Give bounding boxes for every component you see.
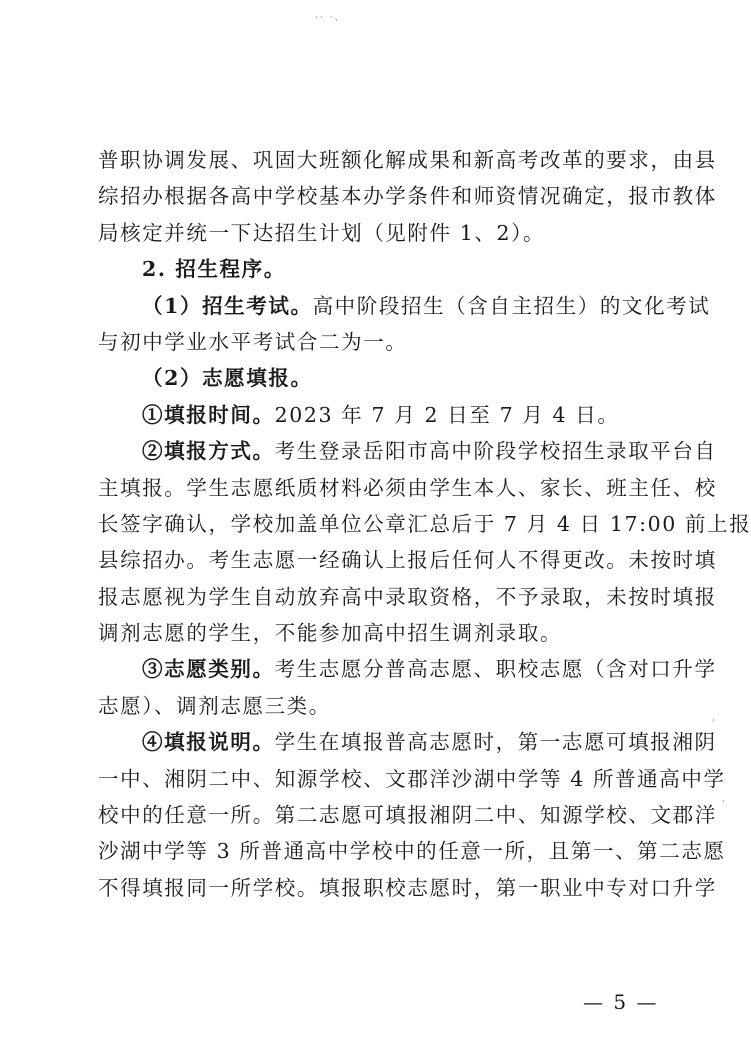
body-text: 报志愿视为学生自动放弃高中录取资格，不予录取，未按时填报 xyxy=(98,584,717,609)
text-line xyxy=(98,761,726,797)
heading-text: （2）志愿填报。 xyxy=(142,366,313,391)
page-number: — 5 — xyxy=(583,990,659,1014)
body-text: 不得填报同一所学校。填报职校志愿时，第一职业中专对口升学 xyxy=(98,875,717,900)
scan-mark: ·· ·、 xyxy=(315,13,346,23)
text-line xyxy=(98,724,717,760)
text-line xyxy=(98,579,717,615)
body-text: 沙湖中学等 3 所普通高中学校中的任意一所，且第一、第二志愿 xyxy=(98,839,726,864)
document-body xyxy=(98,142,751,906)
scan-speck: , xyxy=(722,793,726,804)
heading-text: （1）招生考试。 xyxy=(142,293,313,318)
heading-text: ③志愿类别。 xyxy=(142,657,275,682)
text-line xyxy=(98,324,663,360)
text-line xyxy=(98,542,717,578)
body-text: 一中、湘阴二中、知源学校、文郡洋沙湖中学等 4 所普通高中学 xyxy=(98,766,726,791)
body-text: 考生志愿分普高志愿、职校志愿（含对口升学 xyxy=(274,657,717,682)
body-text: 学生在填报普高志愿时，第一志愿可填报湘阴 xyxy=(274,730,717,755)
heading-text: ④填报说明。 xyxy=(142,730,275,755)
body-text: 校中的任意一所。第二志愿可填报湘阴二中、知源学校、文郡洋 xyxy=(98,803,717,828)
text-line xyxy=(98,215,663,251)
text-line xyxy=(98,397,663,433)
text-line xyxy=(98,433,717,469)
text-line xyxy=(98,142,717,178)
body-text: 普职协调发展、巩固大班额化解成果和新高考改革的要求，由县 xyxy=(98,148,717,172)
text-line xyxy=(98,470,717,506)
body-text: 长签字确认，学校加盖单位公章汇总后于 7 月 4 日 17:00 前上报 xyxy=(98,511,751,536)
heading-text: ①填报时间。 xyxy=(142,402,275,427)
body-text: 志愿）、调剂志愿三类。 xyxy=(98,693,331,718)
text-line xyxy=(98,178,717,214)
text-line xyxy=(98,870,717,906)
heading-text: ②填报方式。 xyxy=(142,439,275,464)
body-text: 高中阶段招生（含自主招生）的文化考试 xyxy=(312,293,711,318)
body-text: 综招办根据各高中学校基本办学条件和师资情况确定，报市教体 xyxy=(98,184,717,209)
body-text: 2023 年 7 月 2 日至 7 月 4 日。 xyxy=(274,402,620,427)
text-line xyxy=(98,288,711,324)
body-text: 调剂志愿的学生，不能参加高中招生调剂录取。 xyxy=(98,621,563,646)
text-line xyxy=(98,506,751,542)
text-line xyxy=(98,797,717,833)
body-text: 考生登录岳阳市高中阶段学校招生录取平台自 xyxy=(274,439,717,464)
text-line xyxy=(98,833,726,869)
body-text: 与初中学业水平考试合二为一。 xyxy=(98,329,408,354)
text-line xyxy=(98,651,717,687)
body-text: 县综招办。考生志愿一经确认上报后任何人不得更改。未按时填 xyxy=(98,548,717,573)
heading-text: 2. 招生程序。 xyxy=(142,257,286,282)
text-line xyxy=(98,360,663,396)
body-text: 主填报。学生志愿纸质材料必须由学生本人、家长、班主任、校 xyxy=(98,475,717,500)
body-text: 局核定并统一下达招生计划（见附件 1、2）。 xyxy=(98,220,546,245)
text-line xyxy=(98,251,663,287)
scan-speck: , xyxy=(712,712,716,723)
text-line xyxy=(98,688,663,724)
text-line xyxy=(98,615,663,651)
